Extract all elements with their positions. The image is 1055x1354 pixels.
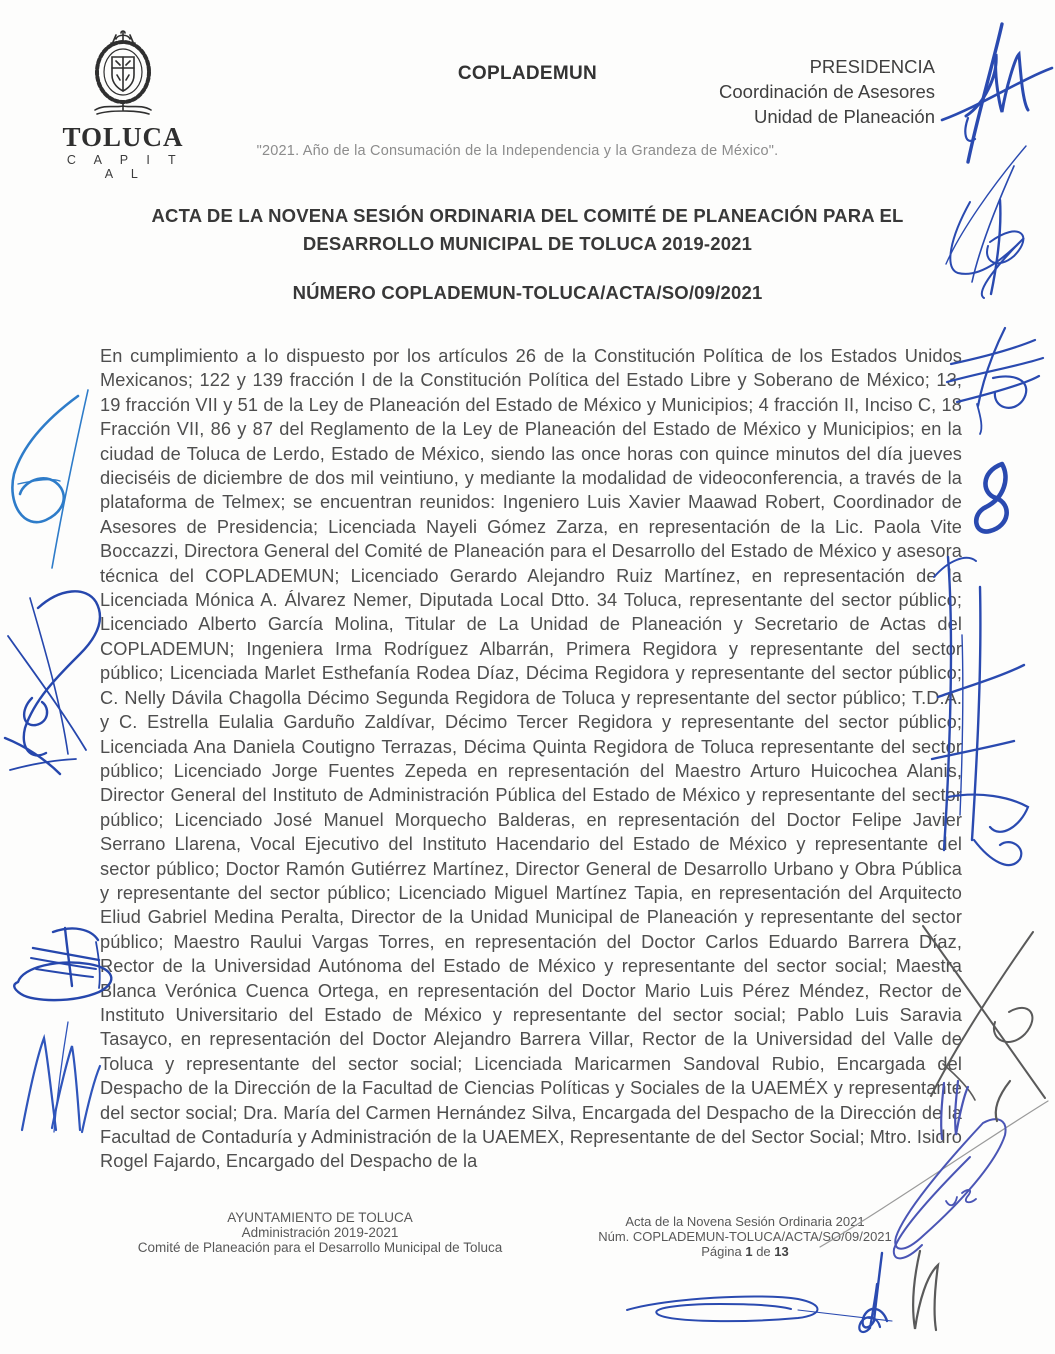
toluca-crest-icon bbox=[83, 30, 163, 122]
document-number: NÚMERO COPLADEMUN-TOLUCA/ACTA/SO/09/2021 bbox=[292, 282, 763, 303]
office-block bbox=[719, 54, 935, 129]
footer-left-line2: Administración 2019-2021 bbox=[241, 1225, 399, 1240]
office-line-2: Coordinación de Asesores bbox=[719, 81, 935, 102]
footer-right-line2: Núm. COPLADEMUN-TOLUCA/ACTA/SO/09/2021 bbox=[598, 1229, 892, 1244]
signature-ink-bottom-center bbox=[612, 1280, 904, 1342]
page-current: 1 bbox=[745, 1244, 753, 1259]
footer-left-block bbox=[100, 1210, 540, 1255]
logo-wordmark: TOLUCA bbox=[62, 122, 184, 152]
footer-right-block bbox=[545, 1214, 945, 1259]
office-line-3: Unidad de Planeación bbox=[753, 106, 935, 127]
document-title-line2: DESARROLLO MUNICIPAL DE TOLUCA 2019-2021 bbox=[302, 232, 753, 254]
page-total: 13 bbox=[774, 1244, 789, 1259]
signature-ink-left-flourish bbox=[0, 388, 100, 574]
footer-page-indicator bbox=[545, 1244, 945, 1259]
page-sep: de bbox=[756, 1244, 771, 1259]
page-label: Página bbox=[701, 1244, 742, 1259]
signature-ink-left-ks bbox=[0, 578, 112, 780]
footer-left-line1: AYUNTAMIENTO DE TOLUCA bbox=[227, 1210, 413, 1225]
body-paragraph: En cumplimiento a lo dispuesto por los artículos 26 de la Constitución Política de los Estados Unidos Mexicanos; 122 y 139 fracción I de la Constitución Política del Estado Libre y Soberano de México; 13, 19 fracción VII y 51 de la Ley de Planeación del Estado de México y Municipios; 4 fracción II, Inciso C, 18 Fracción VII, 86 y 87 del Reglamento de la Ley de Planeación del Estado de México y Municipios; en la ciudad de Toluca de Lerdo, Estado de México, siendo las once horas con quince minutos del día jueves dieciséis de diciembre de dos mil veintiuno, y mediante la modalidad de videoconferencia, a través de la plataforma de Telmex; se encuentran reunidos: Ingeniero Luis Xavier Maawad Robert, Coordinador de Asesores de Presidencia; Licenciada Nayeli Gómez Zarza, en representación de la Lic. Paola Vite Boccazzi, Directora General del Comité de Planeación para el Desarrollo del Estado de México y asesora técnica del COPLADEMUN; Licenciado Gerardo Alejandro Ruiz Martínez, en representación de la Licenciada Mónica A. Álvarez Nemer, Diputada Local Dtto. 34 Toluca, representante del sector público; Licenciado Alberto García Molina, Titular de La Unidad de Planeación y Secretario de Actas del COPLADEMUN; Ingeniera Irma Rodríguez Albarrán, Primera Regidora y representante del sector público; Licenciada Marlet Esthefanía Rodea Díaz, Décima Regidora y representante del sector público; C. Nelly Dávila Chagolla Décimo Segunda Regidora de Toluca y representante del sector público; T.D.A. y C. Estrella Eulalia Garduño Zaldívar, Décimo Tercer Regidora y representante del sector público; Licenciada Ana Daniela Coutigno Terrazas, Décima Quinta Regidora de Toluca representante del sector público; Licenciado Jorge Fuentes Zepeda en representación del Maestro Arturo Huicochea Alanis, Director General del Instituto de Administración Pública del Estado de México y representante del sector público; Licenciado José Manuel Morquecho Balderas, en representación del Doctor Felipe Javier Serrano Llarena, Vocal Ejecutivo del Instituto Hacendario del Estado de México y representante del sector público; Doctor Ramón Gutiérrez Martínez, Director General de Desarrollo Urbano y Obra Pública y representante del sector público; Licenciado Miguel Martínez Tapia, en representación del Arquitecto Eliud Gabriel Medina Peralta, Director de la Unidad Municipal de Planeación y representante del sector público; Maestro Raului Vargas Torres, en representación del Doctor Carlos Eduardo Barrera Díaz, Rector de la Universidad Autónoma del Estado de México y representante del sector social; Maestra Blanca Verónica Cuenca Ortega, en representación del Doctor Mario Luis Pérez Méndez, Rector de Instituto Universitario del Estado de México y representante del sector social; Pablo Luis Saravia Tasayco, en representación del Doctor Alejandro Barrera Villar, Rector de la Universidad del Valle de Toluca y representante del sector social; Licenciada Maricarmen Sandoval Rubio, Encargada del Despacho de la Dirección de la Facultad de Ciencias Políticas y Sociales de la UAEMÉX y representante del sector social; Dra. María del Carmen Hernández Silva, Encargada del Despacho de la Dirección de la Facultad de Contaduría y Administración de la UAEMEX, Representante de del Sector Social; Mtro. Isidro Rogel Fajardo, Encargado del Despacho de la bbox=[100, 346, 962, 1172]
document-title-line1: ACTA DE LA NOVENA SESIÓN ORDINARIA DEL COMITÉ DE PLANEACIÓN PARA EL bbox=[151, 205, 904, 226]
footer-right-line1: Acta de la Novena Sesión Ordinaria 2021 bbox=[625, 1214, 865, 1229]
signature-ink-left-spikes bbox=[12, 1018, 108, 1134]
footer-left-line3: Comité de Planeación para el Desarrollo Municipal de Toluca bbox=[137, 1240, 503, 1255]
office-line-1: PRESIDENCIA bbox=[809, 56, 935, 77]
year-motto: "2021. Año de la Consumación de la Independencia y la Grandeza de México". bbox=[256, 143, 779, 159]
document-title bbox=[95, 202, 960, 257]
logo-subtitle: C A P I T A L bbox=[66, 153, 184, 181]
signature-ink-right-flourish bbox=[964, 456, 1020, 552]
org-title: COPLADEMUN bbox=[457, 63, 598, 84]
